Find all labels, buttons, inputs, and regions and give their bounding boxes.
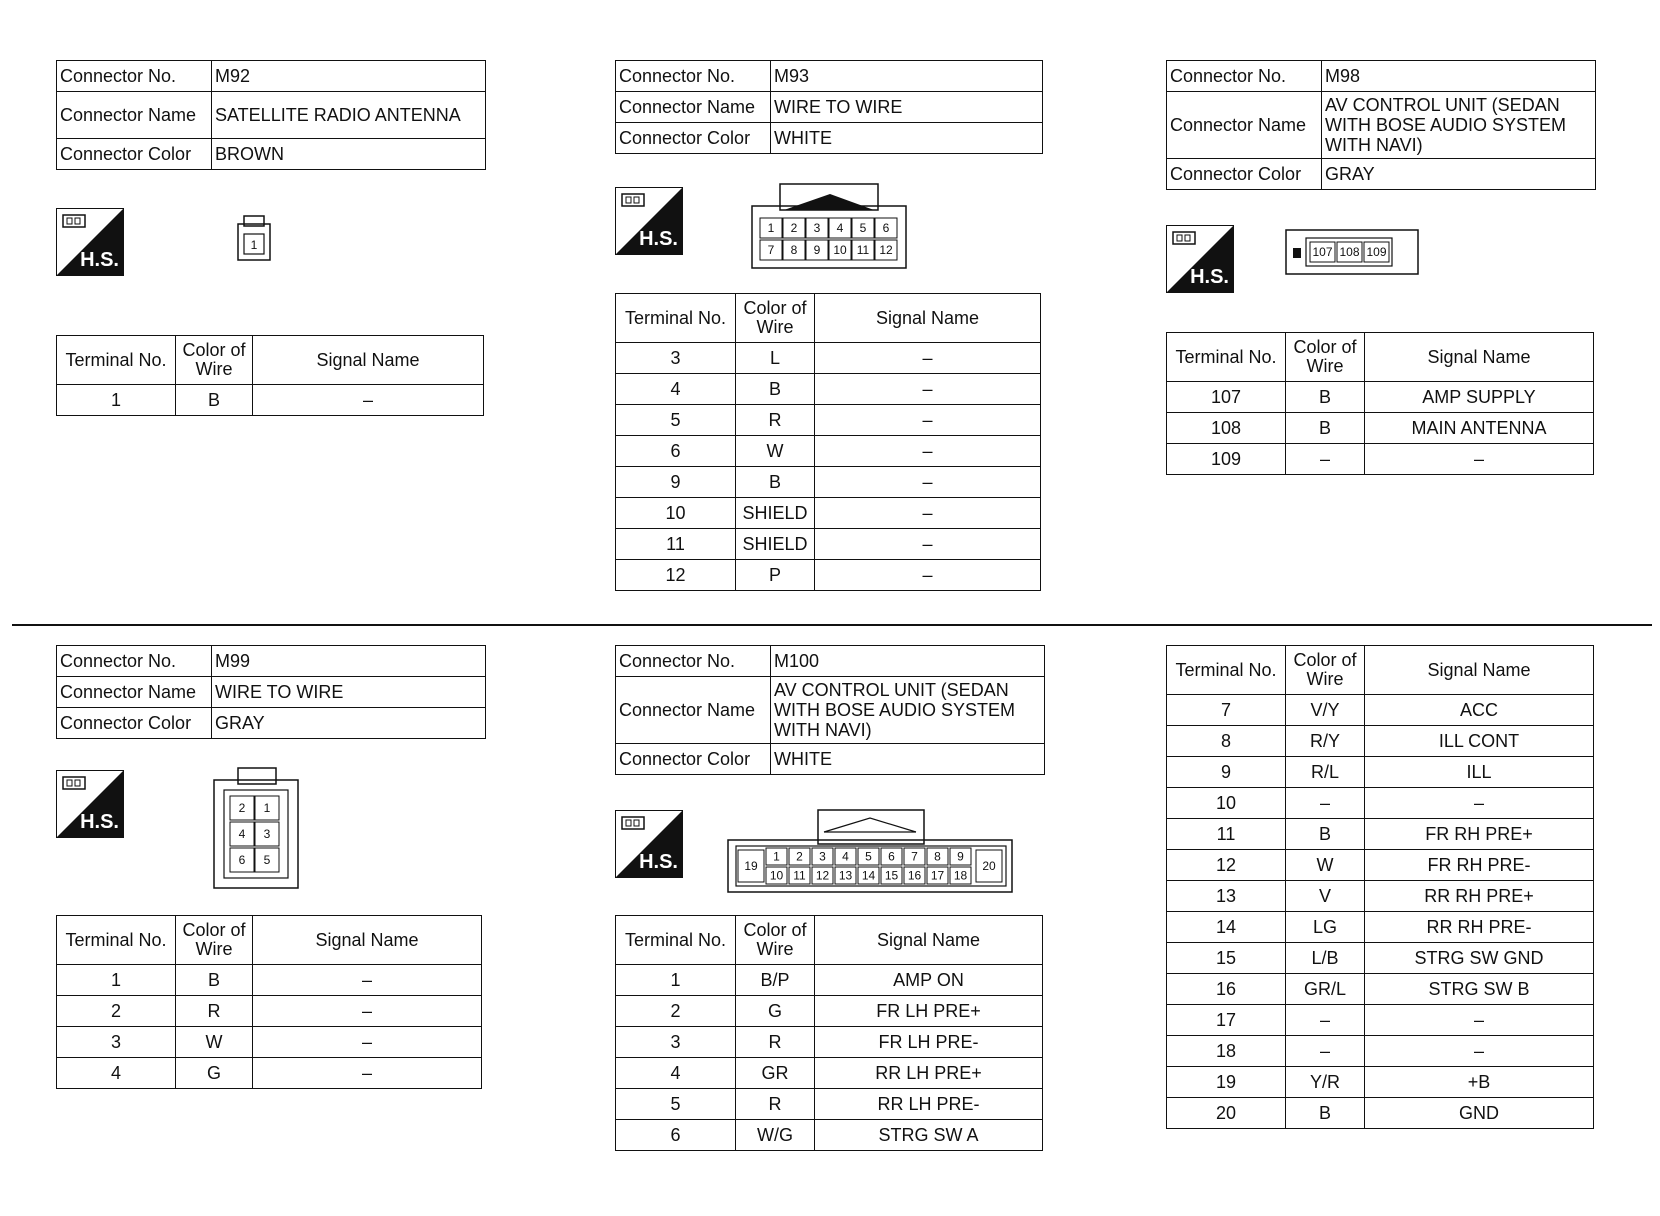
signal-cell: – (815, 498, 1041, 529)
m99-pin-1: 1 (263, 801, 271, 815)
table-row (57, 385, 484, 416)
wire-color-cell: P (736, 560, 815, 591)
connector-no-label: Connector No. (616, 646, 771, 677)
wire-color-cell: Y/R (1286, 1067, 1365, 1098)
terminal-cell: 1 (57, 965, 176, 996)
connector-name-label: Connector Name (616, 92, 771, 123)
terminal-cell: 109 (1167, 444, 1286, 475)
signal-cell: – (815, 529, 1041, 560)
terminal-cell: 2 (616, 996, 736, 1027)
terminal-cell: 8 (1167, 726, 1286, 757)
wire-color-cell: B (176, 965, 253, 996)
m98-pin-107: 107 (1312, 245, 1333, 259)
m93-pin-3: 3 (813, 221, 821, 235)
wire-color-cell: R (736, 405, 815, 436)
terminal-no-header: Terminal No. (57, 336, 176, 385)
m100-info-table (615, 645, 1045, 775)
wire-color-cell: W (176, 1027, 253, 1058)
wire-color-cell: R/Y (1286, 726, 1365, 757)
terminal-cell: 17 (1167, 1005, 1286, 1036)
connector-name-value: SATELLITE RADIO ANTENNA (212, 92, 486, 139)
wire-color-cell: G (736, 996, 815, 1027)
wire-color-cell: V/Y (1286, 695, 1365, 726)
table-row (616, 405, 1041, 436)
m92-terminal-table (56, 335, 484, 416)
section-divider (12, 624, 1652, 626)
signal-cell: – (253, 965, 482, 996)
table-row (1167, 788, 1594, 819)
m100-pin-3: 3 (819, 849, 826, 864)
signal-cell: STRG SW GND (1365, 943, 1594, 974)
table-row (616, 1089, 1043, 1120)
hs-label: H.S. (639, 228, 678, 250)
m98-connector-face (1284, 228, 1420, 283)
signal-cell: GND (1365, 1098, 1594, 1129)
terminal-cell: 14 (1167, 912, 1286, 943)
table-row (616, 1058, 1043, 1089)
table-row (1167, 819, 1594, 850)
connector-color-value: WHITE (771, 744, 1045, 775)
m100-connector-face (726, 808, 1016, 899)
terminal-cell: 3 (57, 1027, 176, 1058)
connector-name-value: AV CONTROL UNIT (SEDAN WITH BOSE AUDIO SYSTEM WITH NAVI) (771, 677, 1045, 744)
m98-pin-108: 108 (1339, 245, 1360, 259)
m93-terminal-table (615, 293, 1041, 591)
terminal-cell: 13 (1167, 881, 1286, 912)
wire-color-cell: B (736, 467, 815, 498)
connector-no-label: Connector No. (57, 646, 212, 677)
wire-color-cell: R (176, 996, 253, 1027)
terminal-cell: 20 (1167, 1098, 1286, 1129)
connector-no-value: M92 (212, 61, 486, 92)
m93-pin-10: 10 (833, 243, 847, 257)
m99-terminal-table (56, 915, 482, 1089)
table-row (616, 343, 1041, 374)
connector-color-label: Connector Color (57, 139, 212, 170)
terminal-cell: 5 (616, 1089, 736, 1120)
terminal-cell: 108 (1167, 413, 1286, 444)
table-row (1167, 444, 1594, 475)
signal-cell: – (815, 374, 1041, 405)
signal-cell: – (1365, 444, 1594, 475)
connector-name-value: WIRE TO WIRE (771, 92, 1043, 123)
table-row (1167, 413, 1594, 444)
m100-pin-9: 9 (957, 849, 964, 864)
connector-no-label: Connector No. (57, 61, 212, 92)
signal-cell: +B (1365, 1067, 1594, 1098)
terminal-cell: 15 (1167, 943, 1286, 974)
table-row (1167, 850, 1594, 881)
table-row (57, 996, 482, 1027)
connector-name-label: Connector Name (616, 677, 771, 744)
connector-name-value: AV CONTROL UNIT (SEDAN WITH BOSE AUDIO SYSTEM WITH NAVI) (1322, 92, 1596, 159)
connector-name-label: Connector Name (1167, 92, 1322, 159)
wire-color-cell: L (736, 343, 815, 374)
connector-color-value: GRAY (212, 708, 486, 739)
terminal-cell: 3 (616, 1027, 736, 1058)
table-row (616, 436, 1041, 467)
signal-cell: RR LH PRE- (815, 1089, 1043, 1120)
table-row (1167, 912, 1594, 943)
connector-color-label: Connector Color (57, 708, 212, 739)
m92-info-table (56, 60, 486, 170)
signal-cell: ACC (1365, 695, 1594, 726)
connector-no-value: M100 (771, 646, 1045, 677)
m100-pin-19: 19 (744, 859, 758, 873)
m93-info-table (615, 60, 1043, 154)
wire-color-cell: R (736, 1089, 815, 1120)
terminal-cell: 5 (616, 405, 736, 436)
table-row (616, 1027, 1043, 1058)
signal-name-header: Signal Name (815, 916, 1043, 965)
color-of-wire-header: Color of Wire (176, 916, 253, 965)
table-row (616, 1120, 1043, 1151)
wire-color-cell: B (1286, 819, 1365, 850)
terminal-no-header: Terminal No. (616, 294, 736, 343)
m93-pin-1: 1 (767, 221, 775, 235)
connector-name-label: Connector Name (57, 92, 212, 139)
m93-pin-7: 7 (767, 243, 775, 257)
table-row (616, 374, 1041, 405)
m99-pin-3: 3 (263, 827, 271, 841)
signal-cell: – (815, 467, 1041, 498)
signal-cell: RR RH PRE- (1365, 912, 1594, 943)
signal-cell: – (1365, 1005, 1594, 1036)
connector-color-label: Connector Color (1167, 159, 1322, 190)
m98-info-block (1166, 60, 1596, 190)
terminal-cell: 7 (1167, 695, 1286, 726)
terminal-no-header: Terminal No. (616, 916, 736, 965)
terminal-cell: 4 (57, 1058, 176, 1089)
table-row (1167, 382, 1594, 413)
hs-label: H.S. (1190, 266, 1229, 288)
wire-color-cell: LG (1286, 912, 1365, 943)
m100-pin-11: 11 (793, 868, 806, 883)
m99-terminal-block (56, 915, 482, 1089)
terminal-cell: 9 (1167, 757, 1286, 788)
connector-color-value: WHITE (771, 123, 1043, 154)
m93-pin-11: 11 (856, 243, 870, 257)
terminal-cell: 3 (616, 343, 736, 374)
connector-no-value: M99 (212, 646, 486, 677)
wire-color-cell: W (1286, 850, 1365, 881)
signal-cell: – (1365, 788, 1594, 819)
table-row (1167, 1098, 1594, 1129)
signal-cell: – (253, 996, 482, 1027)
m93-pin-9: 9 (813, 243, 821, 257)
m100-pin-5: 5 (865, 849, 872, 864)
m100-pin-1: 1 (773, 849, 780, 864)
wire-color-cell: GR/L (1286, 974, 1365, 1005)
connector-name-value: WIRE TO WIRE (212, 677, 486, 708)
color-of-wire-header: Color of Wire (736, 294, 815, 343)
m93-pin-8: 8 (790, 243, 798, 257)
terminal-cell: 12 (1167, 850, 1286, 881)
m92-pin-1: 1 (250, 238, 258, 252)
m99-pin-6: 6 (238, 853, 246, 867)
m93-connector-face (750, 182, 910, 277)
m99-pin-5: 5 (263, 853, 271, 867)
table-row (1167, 695, 1594, 726)
terminal-no-header: Terminal No. (1167, 333, 1286, 382)
color-of-wire-header: Color of Wire (736, 916, 815, 965)
connector-no-label: Connector No. (1167, 61, 1322, 92)
wire-color-cell: – (1286, 1036, 1365, 1067)
color-of-wire-header: Color of Wire (176, 336, 253, 385)
m100-pin-15: 15 (884, 868, 899, 883)
m100-terminal-block (615, 915, 1043, 1151)
signal-cell: RR RH PRE+ (1365, 881, 1594, 912)
m100-pin-4: 4 (842, 849, 849, 864)
m93-terminal-block (615, 293, 1041, 591)
connector-name-label: Connector Name (57, 677, 212, 708)
hs-label: H.S. (639, 851, 678, 873)
m100-terminal-table (615, 915, 1043, 1151)
table-row (1167, 1036, 1594, 1067)
signal-cell: MAIN ANTENNA (1365, 413, 1594, 444)
signal-name-header: Signal Name (815, 294, 1041, 343)
signal-cell: STRG SW B (1365, 974, 1594, 1005)
terminal-cell: 6 (616, 1120, 736, 1151)
connector-color-value: BROWN (212, 139, 486, 170)
m93-info-block (615, 60, 1043, 154)
table-row (57, 965, 482, 996)
m100-terminal-block-continued (1166, 645, 1594, 1129)
m99-pin-4: 4 (238, 827, 246, 841)
table-row (616, 996, 1043, 1027)
m100-pin-13: 13 (838, 868, 853, 883)
terminal-cell: 12 (616, 560, 736, 591)
m93-pin-5: 5 (859, 221, 867, 235)
signal-cell: – (815, 343, 1041, 374)
signal-cell: AMP SUPPLY (1365, 382, 1594, 413)
signal-name-header: Signal Name (1365, 333, 1594, 382)
m100-pin-17: 17 (930, 868, 945, 883)
table-row (1167, 1067, 1594, 1098)
m99-connector-face (212, 766, 302, 897)
wire-color-cell: B (1286, 1098, 1365, 1129)
signal-name-header: Signal Name (1365, 646, 1594, 695)
signal-cell: – (1365, 1036, 1594, 1067)
wire-color-cell: B (1286, 382, 1365, 413)
m100-pin-18: 18 (953, 868, 968, 883)
terminal-cell: 19 (1167, 1067, 1286, 1098)
wire-color-cell: L/B (1286, 943, 1365, 974)
m100-pin-8: 8 (934, 849, 941, 864)
m100-pin-12: 12 (815, 868, 830, 883)
terminal-cell: 10 (1167, 788, 1286, 819)
m99-info-table (56, 645, 486, 739)
signal-cell: ILL CONT (1365, 726, 1594, 757)
wire-color-cell: SHIELD (736, 498, 815, 529)
wire-color-cell: GR (736, 1058, 815, 1089)
connector-no-value: M93 (771, 61, 1043, 92)
wire-color-cell: B (176, 385, 253, 416)
m100-pin-16: 16 (907, 868, 922, 883)
table-row (1167, 881, 1594, 912)
connector-color-value: GRAY (1322, 159, 1596, 190)
connector-no-value: M98 (1322, 61, 1596, 92)
hs-harness-side-icon (56, 770, 124, 838)
terminal-cell: 4 (616, 1058, 736, 1089)
connector-color-label: Connector Color (616, 744, 771, 775)
m100-pin-14: 14 (861, 868, 876, 883)
m98-terminal-table (1166, 332, 1594, 475)
wire-color-cell: – (1286, 1005, 1365, 1036)
table-row (1167, 726, 1594, 757)
m92-connector-face (236, 214, 280, 269)
connector-color-label: Connector Color (616, 123, 771, 154)
terminal-cell: 16 (1167, 974, 1286, 1005)
hs-harness-side-icon (615, 187, 683, 255)
table-row (1167, 943, 1594, 974)
signal-name-header: Signal Name (253, 336, 484, 385)
wire-color-cell: – (1286, 788, 1365, 819)
table-row (616, 529, 1041, 560)
m100-pin-6: 6 (888, 849, 895, 864)
terminal-no-header: Terminal No. (1167, 646, 1286, 695)
m100-pin-20: 20 (982, 859, 996, 873)
table-row (616, 467, 1041, 498)
terminal-cell: 1 (57, 385, 176, 416)
wire-color-cell: V (1286, 881, 1365, 912)
signal-cell: – (815, 560, 1041, 591)
wire-color-cell: R (736, 1027, 815, 1058)
m100-pin-10: 10 (769, 868, 784, 883)
terminal-cell: 11 (1167, 819, 1286, 850)
m98-terminal-block (1166, 332, 1594, 475)
m93-pin-4: 4 (836, 221, 844, 235)
wire-color-cell: SHIELD (736, 529, 815, 560)
m99-pin-2: 2 (238, 801, 246, 815)
table-row (57, 1027, 482, 1058)
terminal-cell: 9 (616, 467, 736, 498)
table-row (616, 498, 1041, 529)
m98-info-table (1166, 60, 1596, 190)
terminal-cell: 4 (616, 374, 736, 405)
m92-terminal-block (56, 335, 484, 416)
wire-color-cell: W/G (736, 1120, 815, 1151)
terminal-cell: 1 (616, 965, 736, 996)
m93-pin-2: 2 (790, 221, 798, 235)
signal-cell: – (253, 385, 484, 416)
signal-name-header: Signal Name (253, 916, 482, 965)
m98-pin-109: 109 (1366, 245, 1387, 259)
signal-cell: – (253, 1058, 482, 1089)
terminal-cell: 11 (616, 529, 736, 560)
m100-pin-7: 7 (911, 849, 918, 864)
color-of-wire-header: Color of Wire (1286, 333, 1365, 382)
table-row (1167, 974, 1594, 1005)
wire-color-cell: G (176, 1058, 253, 1089)
hs-label: H.S. (80, 249, 119, 271)
table-row (57, 1058, 482, 1089)
hs-harness-side-icon (56, 208, 124, 276)
signal-cell: FR LH PRE+ (815, 996, 1043, 1027)
color-of-wire-header: Color of Wire (1286, 646, 1365, 695)
signal-cell: FR RH PRE- (1365, 850, 1594, 881)
signal-cell: STRG SW A (815, 1120, 1043, 1151)
table-row (1167, 1005, 1594, 1036)
terminal-no-header: Terminal No. (57, 916, 176, 965)
m93-pin-6: 6 (882, 221, 890, 235)
table-row (616, 965, 1043, 996)
m99-info-block (56, 645, 486, 739)
terminal-cell: 2 (57, 996, 176, 1027)
m100-terminal-table-continued (1166, 645, 1594, 1129)
hs-harness-side-icon (1166, 225, 1234, 293)
signal-cell: AMP ON (815, 965, 1043, 996)
m100-pin-2: 2 (796, 849, 803, 864)
signal-cell: ILL (1365, 757, 1594, 788)
signal-cell: – (815, 436, 1041, 467)
wire-color-cell: W (736, 436, 815, 467)
signal-cell: – (253, 1027, 482, 1058)
terminal-cell: 6 (616, 436, 736, 467)
hs-harness-side-icon (615, 810, 683, 878)
terminal-cell: 10 (616, 498, 736, 529)
signal-cell: – (815, 405, 1041, 436)
wire-color-cell: – (1286, 444, 1365, 475)
wire-color-cell: R/L (1286, 757, 1365, 788)
m92-info-block (56, 60, 486, 170)
m100-info-block (615, 645, 1045, 775)
wire-color-cell: B (736, 374, 815, 405)
signal-cell: FR LH PRE- (815, 1027, 1043, 1058)
connector-no-label: Connector No. (616, 61, 771, 92)
signal-cell: FR RH PRE+ (1365, 819, 1594, 850)
wire-color-cell: B/P (736, 965, 815, 996)
table-row (616, 560, 1041, 591)
signal-cell: RR LH PRE+ (815, 1058, 1043, 1089)
m93-pin-12: 12 (879, 243, 893, 257)
hs-label: H.S. (80, 811, 119, 833)
wire-color-cell: B (1286, 413, 1365, 444)
table-row (1167, 757, 1594, 788)
terminal-cell: 107 (1167, 382, 1286, 413)
terminal-cell: 18 (1167, 1036, 1286, 1067)
